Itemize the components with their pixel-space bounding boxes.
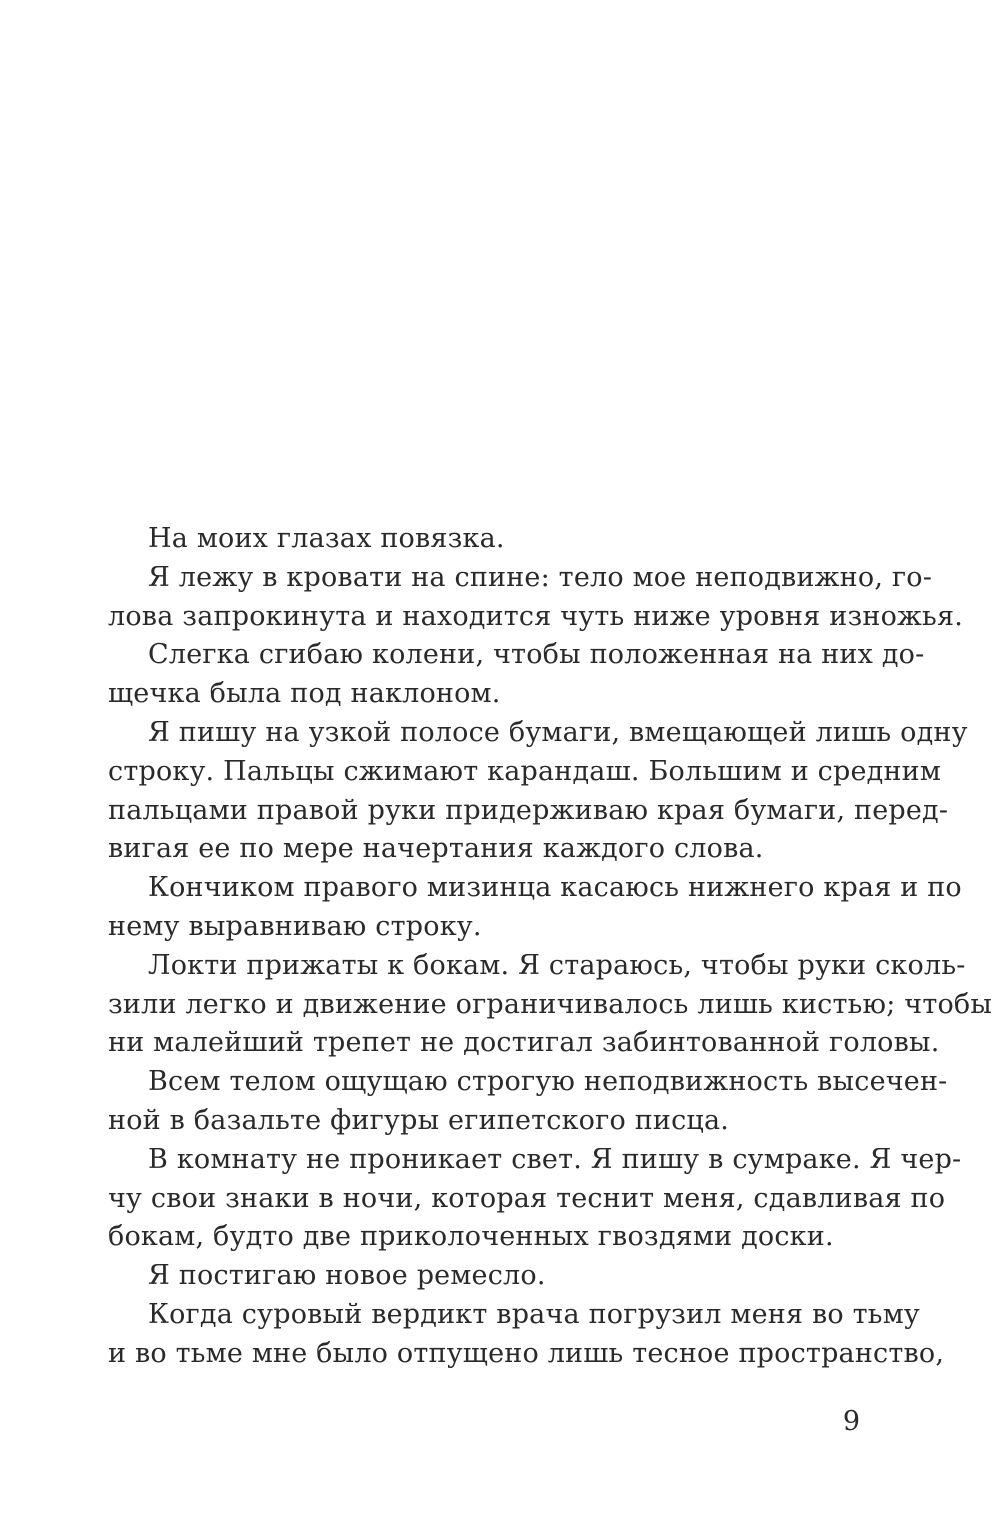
text-line: вигая ее по мере начертания каждого слова. (108, 833, 764, 865)
paragraph (108, 1257, 860, 1296)
paragraph (108, 869, 962, 947)
text-line: Когда суровый вердикт врача погрузил меня во тьму (148, 1298, 920, 1330)
body-text (108, 520, 993, 1374)
paragraph (108, 1141, 962, 1257)
text-line: Локти прижаты к бокам. Я стараюсь, чтобы руки сколь- (148, 949, 966, 981)
text-line: щечка была под наклоном. (108, 678, 501, 710)
paragraph (108, 947, 993, 1063)
text-line: ной в базальте фигуры египетского писца. (108, 1104, 730, 1136)
text-line: ни малейший трепет не достигал забинтованной головы. (108, 1027, 940, 1059)
text-line: чу свои знаки в ночи, которая теснит меня, сдавливая по (108, 1182, 946, 1214)
text-line: Я пишу на узкой полосе бумаги, вмещающей лишь одну (148, 716, 968, 748)
paragraph (108, 559, 963, 637)
paragraph (108, 714, 968, 869)
text-line: Всем телом ощущаю строгую неподвижность высечен- (148, 1066, 948, 1098)
text-line: Кончиком правого мизинца касаюсь нижнего края и по (148, 872, 962, 904)
text-line: зили легко и движение ограничивалось лишь кистью; чтобы (108, 988, 993, 1020)
text-line: пальцами правой руки придерживаю края бумаги, перед- (108, 794, 949, 826)
text-line: нему выравниваю строку. (108, 910, 482, 942)
text-line: строку. Пальцы сжимают карандаш. Большим и средним (108, 755, 942, 787)
text-line: На моих глазах повязка. (148, 523, 505, 554)
text-line: Я лежу в кровати на спине: тело мое неподвижно, го- (148, 561, 933, 593)
text-line: бокам, будто две приколоченных гвоздями доски. (108, 1221, 834, 1253)
page-number: 9 (842, 1406, 860, 1437)
paragraph (108, 520, 860, 559)
text-line: и во тьме мне было отпущено лишь тесное пространство, (108, 1337, 945, 1369)
text-line: Я постигаю новое ремесло. (148, 1260, 546, 1292)
text-line: лова запрокинута и находится чуть ниже уровня изножья. (108, 600, 963, 632)
paragraph (108, 636, 925, 714)
text-line: Слегка сгибаю колени, чтобы положенная на них до- (148, 639, 925, 671)
paragraph (108, 1063, 948, 1141)
paragraph (108, 1296, 945, 1374)
text-line: В комнату не проникает свет. Я пишу в сумраке. Я чер- (148, 1143, 962, 1175)
